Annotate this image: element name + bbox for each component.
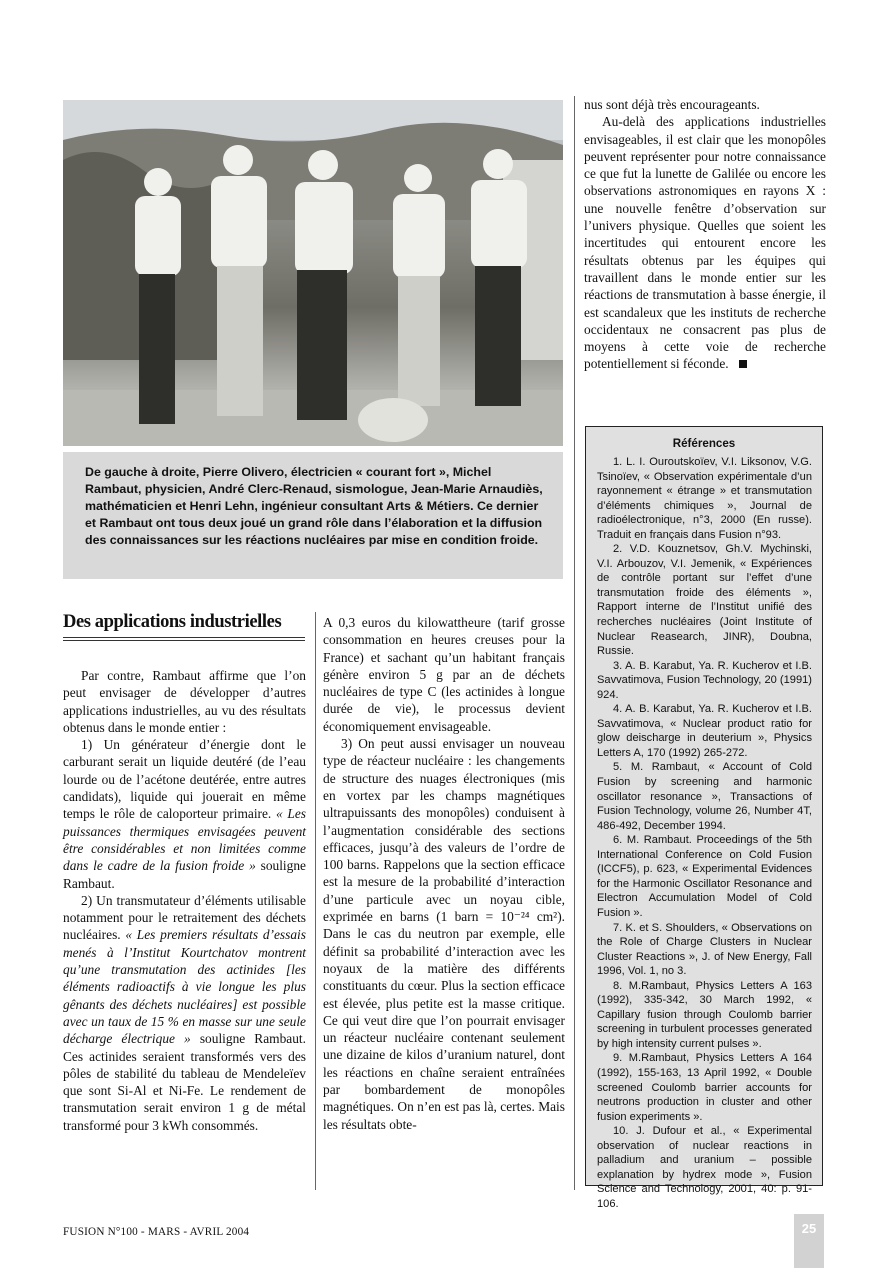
paragraph: Au-delà des applications industrielles envisageables, il est clair que les monopôles peuvent représenter pour notre connaissance ce que fut la lunette de Galilée ou encore les observations astronomiques en rayons X : une nouvelle fenêtre d’observation sur l’univers physique. Quelles que soient les incertitudes qui entourent encore les résultats obtenus par les équipes qui travaillent dans le monde entier sur les réactions de transmutation à basse énergie, il est scandaleux que les instituts de recherche occidentaux ne consacrent pas plus de moyens à cette voie de recherche potentiellement si féconde. [584, 114, 826, 372]
reference-item: 1. L. I. Ouroutskoïev, V.I. Liksonov, V.G. Tsinoïev, « Observation expérimentale d’un rayonnement « étrange » et transmutation d’éléments chimiques », Journal de radioélectronique, n°3, 2000 (En russe). Traduit en français dans Fusion n°93. [597, 456, 812, 541]
column-divider [574, 96, 575, 1190]
reference-item: 8. M.Rambaut, Physics Letters A 163 (1992), 335-342, 30 March 1992, « Capillary fusion through Coulomb barrier screening in turbulent processes generated by high intensity current pulses ». [597, 979, 812, 1050]
quote: « Les premiers résultats d’essais menés à l’Institut Kourtchatov montrent qu’une transmutation des actinides [les éléments radioactifs à vie longue les plus gênants des déchets nucléaires] est possible avec un taux de 15 % en masse sur une seule décharge électrique » [63, 927, 306, 1047]
paragraph: nus sont déjà très encourageants. [584, 97, 760, 112]
reference-item: 4. A. B. Karabut, Ya. R. Kucherov et I.B. Savvatimova, « Nuclear product ratio for glow deischarge in deuterium », Physics Letters A, 170 (1992) 265-272. [597, 703, 812, 759]
footer-issue: FUSION N°100 - MARS - AVRIL 2004 [63, 1226, 250, 1238]
page-number: 25 [801, 1221, 817, 1236]
group-photo-icon [63, 100, 563, 446]
column-1 [63, 667, 306, 1134]
photo-caption: De gauche à droite, Pierre Olivero, électricien « courant fort », Michel Rambaut, physicien, André Clerc-Renaud, sismologue, Jean-Marie Arnaudiès, mathématicien et Henri Lehn, ingénieur consultant Arts & Métiers. Ce dernier et Rambaut ont tous deux joué un grand rôle dans l’élaboration et la diffusion des connaissances sur les réactions nucléaires par mise en condition froide. [85, 465, 543, 547]
reference-item: 7. K. et S. Shoulders, « Observations on the Role of Charge Clusters in Nuclear Cluster Reactions », J. of New Energy, Fall 1996, Vol. 1, no 3. [597, 921, 812, 978]
column-3 [584, 96, 826, 373]
references-list [597, 455, 812, 1211]
quote: « Les puissances thermiques envisagées peuvent être considérables et non limitées comme dans le cadre de la fusion froide » [63, 806, 306, 874]
reference-item: 10. J. Dufour et al., « Experimental observation of nuclear reactions in palladium and uranium – possible explanation by hydrex mode », Fusion Science and Technology, 2001, 40: p. 91-106. [597, 1125, 812, 1210]
end-mark-icon [739, 360, 747, 368]
references-title: Références [672, 437, 736, 450]
reference-item: 3. A. B. Karabut, Ya. R. Kucherov et I.B. Savvatimova, Fusion Technology, 20 (1991) 924. [597, 659, 812, 701]
reference-item: 5. M. Rambaut, « Account of Cold Fusion by screening and harmonic oscillator resonance », Transactions of Fusion Technology, volume 26, Number 4T, 486-492, December 1994. [597, 761, 812, 832]
heading-rule-bottom [63, 640, 305, 641]
reference-item: 2. V.D. Kouznetsov, Gh.V. Mychinski, V.I. Arbouzov, V.I. Jemenik, « Expériences de contrôle portant sur l’effet d’une transmutation froide des éléments », Rapport interne de l’Institut unifié des recherches nucléaires (Joint Institute of Nuclear Reasearch, JINR), Doubna, Russie. [597, 543, 812, 658]
paragraph: A 0,3 euros du kilowattheure (tarif grosse consommation en heures creuses pour la France) et sachant qu’un habitant français génère environ 5 g par an de déchets nucléaires de type C (les actinides à longue durée de vie), le processus devient économiquement envisageable. [323, 615, 565, 734]
paragraph: 1) Un générateur d’énergie dont le carburant serait un liquide deutéré (de l’eau lourde ou de l’acétone deutérée, entre autres candidats), liquide qui jouerait en même temps le rôle de caloporteur primaire. « Les puissances thermiques envisagées peuvent être considérables et non limitées comme dans le cadre de la fusion froide » souligne Rambaut. [63, 737, 306, 891]
column-2 [323, 614, 565, 1133]
group-photo [63, 100, 563, 446]
references-box [585, 426, 823, 1210]
reference-item: 6. M. Rambaut. Proceedings of the 5th International Conference on Cold Fusion (ICCF5), p. 623, « Experimental Evidences for the Harmonic Oscillator Resonance and Electron Accumulation Model of Cold Fusion ». [597, 834, 812, 919]
column-divider [315, 612, 316, 1190]
paragraph: 3) On peut aussi envisager un nouveau type de réacteur nucléaire : les changements de structure des nuages électroniques (mis en vortex par les champs magnétiques ultrapuissants des monopôles) conduisent à l’augmentation considérable des sections efficaces, jusqu’à des valeurs de l’ordre de 100 barns. Rappelons que la section efficace est la mesure de la probabilité d’interaction d’une particule avec un noyau cible, exprimée en barns (1 barn = 10⁻²⁴ cm²). Dans le cas du neutron par exemple, elle définit sa probabilité d’interaction avec les noyaux de la matière des différents constituants du cœur. Plus la section efficace est élevée, plus petite est la masse critique. Ce qui veut dire que l’on pourrait envisager un réacteur nucléaire contenant seulement une dizaine de kilos d’uranium naturel, dont les réactions en chaîne seraient entraînées par bombardement de monopôles magnétiques. On n’en est pas là, certes. Mais les résultats obte- [323, 736, 565, 1132]
photo-caption-box [63, 452, 563, 579]
heading-rule-top [63, 637, 305, 638]
section-heading: Des applications industrielles [63, 612, 282, 632]
reference-item: 9. M.Rambaut, Physics Letters A 164 (1992), 155-163, 13 April 1992, « Double screened Coulomb barrier accounts for neutrons production in cluster and other fusion experiments ». [597, 1052, 812, 1123]
paragraph: Par contre, Rambaut affirme que l’on peut envisager de développer d’autres applications industrielles, au vu des résultats obtenus dans le monde entier : [63, 668, 306, 735]
paragraph: 2) Un transmutateur d’éléments utilisable notamment pour le retraitement des déchets nucléaires. « Les premiers résultats d’essais menés à l’Institut Kourtchatov montrent qu’une transmutation des actinides [les éléments radioactifs à vie longue les plus gênants des déchets nucléaires] est possible avec un taux de 15 % en masse sur une seule décharge électrique » souligne Rambaut. Ces actinides seraient transformés vers des pôles de stabilité du tableau de Mendeleïev que sont Si-Al et Ni-Fe. Le rendement de transmutation serait environ 1 g de métal transformé pour 3 kWh consommés. [63, 892, 306, 1133]
page-number-tab [794, 1214, 824, 1268]
